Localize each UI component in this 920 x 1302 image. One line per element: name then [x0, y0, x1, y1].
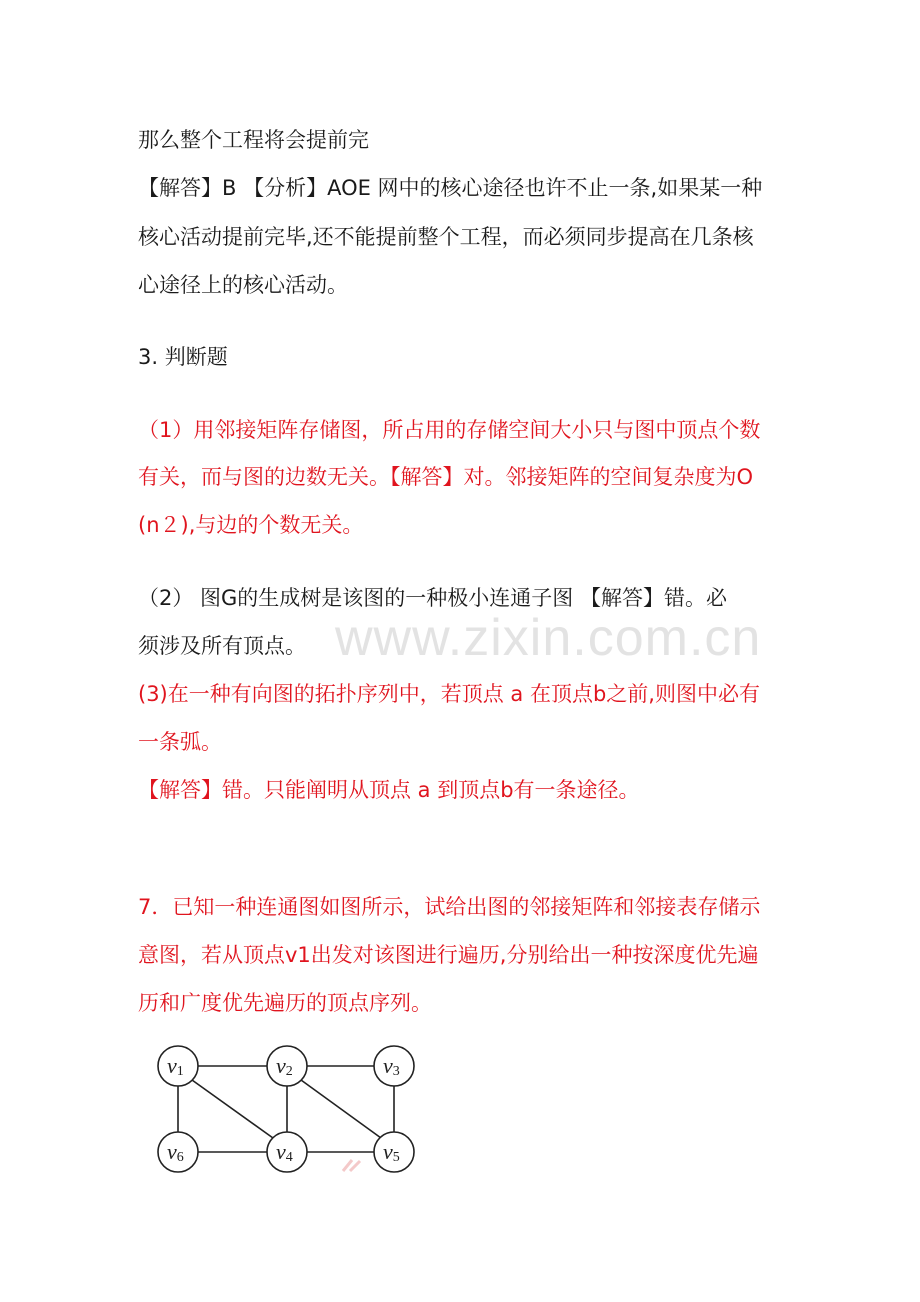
question-3-line-2: 一条弧。	[138, 730, 222, 754]
question-2-line-1: （2） 图G的生成树是该图的一种极小连通子图 【解答】错。必	[138, 586, 727, 610]
edge-v1-v4	[192, 1080, 273, 1138]
node-v3-sub: 3	[392, 1064, 400, 1079]
watermark-logo-fragment	[340, 1155, 370, 1175]
node-v3-letter: v	[383, 1053, 393, 1078]
node-v6	[158, 1132, 198, 1172]
section-heading-judgement: 3. 判断题	[138, 345, 228, 369]
node-v3	[374, 1046, 414, 1086]
question-1-line-2: 有关，而与图的边数无关。【解答】对。邻接矩阵的空间复杂度为O	[138, 465, 754, 489]
text-line-3: 核心活动提前完毕,还不能提前整个工程，而必须同步提高在几条核	[138, 225, 754, 249]
node-v4-letter: v	[276, 1139, 286, 1164]
question-1-line-3: (n２),与边的个数无关。	[138, 513, 364, 537]
node-v4-sub: 4	[285, 1150, 293, 1165]
node-v6-sub: 6	[176, 1150, 184, 1165]
question-7-line-2: 意图，若从顶点v1出发对该图进行遍历,分别给出一种按深度优先遍	[138, 943, 759, 967]
text-line-2: 【解答】B 【分析】AOE 网中的核心途径也许不止一条,如果某一种	[138, 176, 763, 200]
node-v2	[267, 1046, 307, 1086]
text-line-1: 那么整个工程将会提前完	[138, 128, 369, 152]
node-v2-sub: 2	[285, 1064, 293, 1079]
watermark: www.zixin.com.cn	[335, 609, 762, 667]
node-v1-sub: 1	[176, 1064, 184, 1079]
question-2-line-2: 须涉及所有顶点。	[138, 634, 306, 658]
node-v5-sub: 5	[392, 1150, 400, 1165]
question-1-line-1: （1）用邻接矩阵存储图，所占用的存储空间大小只与图中顶点个数	[138, 418, 761, 442]
graph-nodes	[158, 1046, 414, 1172]
connected-graph-figure	[150, 1035, 420, 1175]
node-v5-letter: v	[383, 1139, 393, 1164]
question-7-line-3: 历和广度优先遍历的顶点序列。	[138, 991, 432, 1015]
node-v1-letter: v	[167, 1053, 177, 1078]
node-v6-letter: v	[167, 1139, 177, 1164]
question-3-answer: 【解答】错。只能阐明从顶点 a 到顶点b有一条途径。	[138, 778, 640, 802]
node-v4	[267, 1132, 307, 1172]
text-line-4: 心途径上的核心活动。	[138, 273, 348, 297]
node-v5	[374, 1132, 414, 1172]
question-7-line-1: 7．已知一种连通图如图所示，试给出图的邻接矩阵和邻接表存储示	[138, 895, 761, 919]
question-3-line-1: (3)在一种有向图的拓扑序列中，若顶点 a 在顶点b之前,则图中必有	[138, 682, 760, 706]
node-v1	[158, 1046, 198, 1086]
node-v2-letter: v	[276, 1053, 286, 1078]
edge-v2-v5	[301, 1080, 381, 1138]
